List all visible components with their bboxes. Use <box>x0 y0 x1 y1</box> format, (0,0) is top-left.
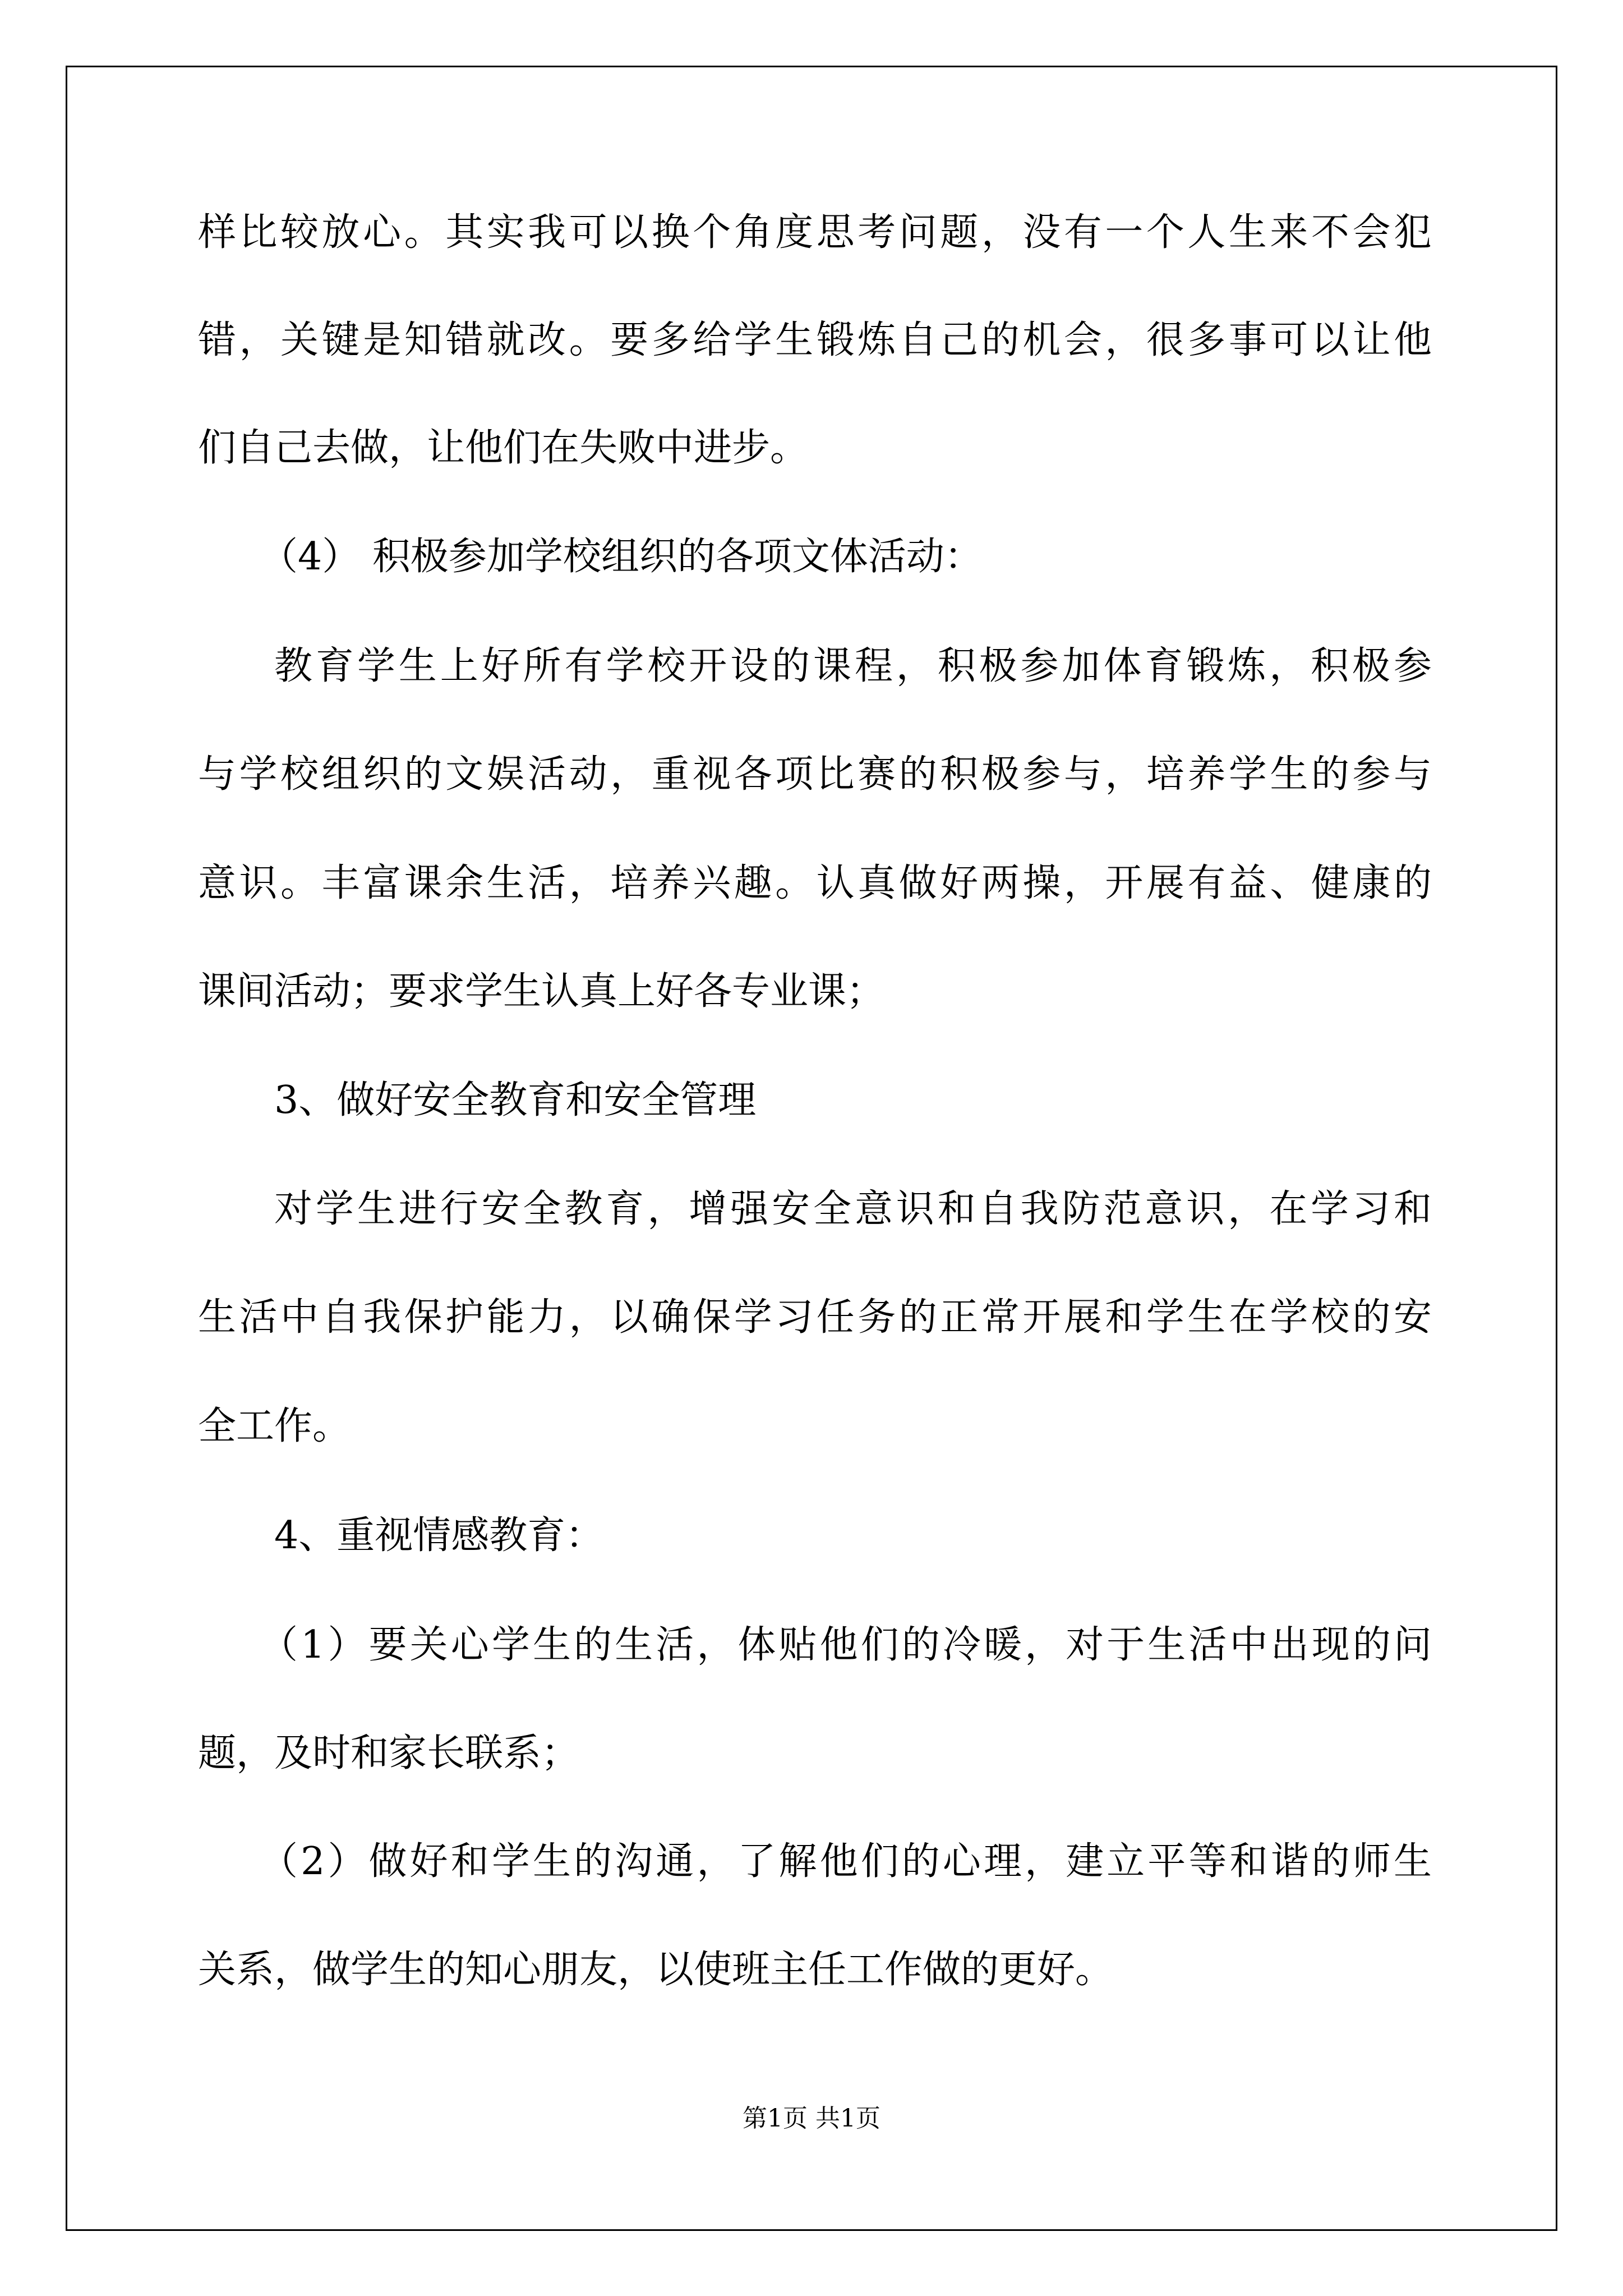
text-line: （1）要关心学生的生活，体贴他们的冷暖，对于生活中出现的问 <box>260 1623 1432 1667</box>
text-line: 题，及时和家长联系； <box>198 1731 580 1775</box>
text-line: 们自己去做，让他们在失败中进步。 <box>198 426 809 470</box>
text-line: 关系，做学生的知心朋友，以使班主任工作做的更好。 <box>198 1948 1114 1992</box>
text-line: 与学校组织的文娱活动，重视各项比赛的积极参与，培养学生的参与 <box>198 752 1432 797</box>
text-line: 意识。丰富课余生活，培养兴趣。认真做好两操，开展有益、健康的 <box>198 861 1432 905</box>
page-border <box>66 66 1557 2231</box>
text-line: 课间活动；要求学生认真上好各专业课； <box>198 969 885 1014</box>
text-line: 错，关键是知错就改。要多给学生锻炼自己的机会，很多事可以让他 <box>198 318 1432 362</box>
text-line: 4、重视情感教育： <box>274 1513 604 1558</box>
text-line: 生活中自我保护能力，以确保学习任务的正常开展和学生在学校的安 <box>198 1295 1432 1340</box>
text-line: （4） 积极参加学校组织的各项文体活动： <box>260 535 983 579</box>
text-line: 对学生进行安全教育，增强安全意识和自我防范意识，在学习和 <box>274 1187 1432 1231</box>
text-line: 教育学生上好所有学校开设的课程，积极参加体育锻炼，积极参 <box>274 644 1432 688</box>
text-line: 全工作。 <box>198 1404 351 1448</box>
page-footer: 第1页 共1页 <box>743 2104 880 2133</box>
text-line: （2）做好和学生的沟通，了解他们的心理，建立平等和谐的师生 <box>260 1839 1432 1884</box>
text-line: 3、做好安全教育和安全管理 <box>274 1078 757 1122</box>
text-line: 样比较放心。其实我可以换个角度思考问题，没有一个人生来不会犯 <box>198 210 1432 255</box>
